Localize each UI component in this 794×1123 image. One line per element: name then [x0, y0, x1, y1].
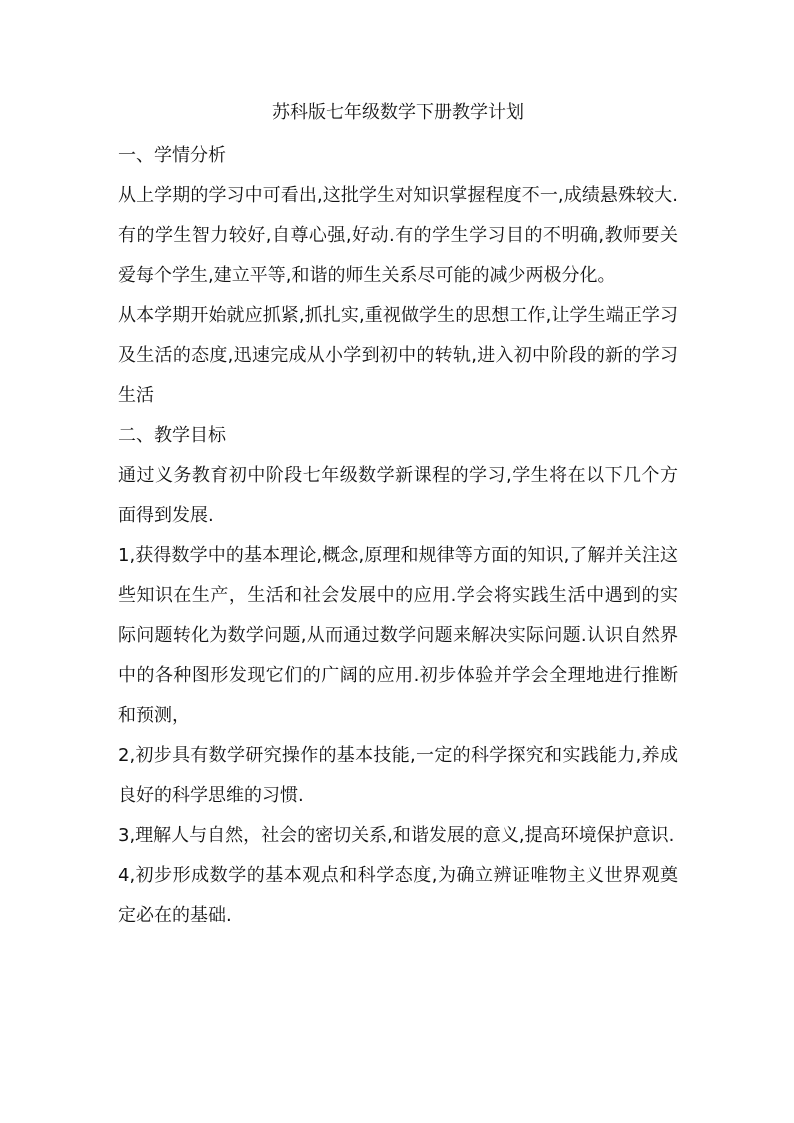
document-title: 苏科版七年级数学下册教学计划	[272, 102, 524, 123]
paragraph-situation-1: 从上学期的学习中可看出,这批学生对知识掌握程度不一,成绩悬殊较大.有的学生智力较好,自尊心强,好动.有的学生学习目的不明确,教师要关爱每个学生,建立平等,和谐的师生关系尽可能的减少两极分化。	[118, 185, 678, 286]
section-heading-goals: 二、教学目标	[118, 425, 226, 446]
goal-item-4: 4,初步形成数学的基本观点和科学态度,为确立辨证唯物主义世界观奠定必在的基础.	[118, 865, 678, 926]
paragraph-situation-2: 从本学期开始就应抓紧,抓扎实,重视做学生的思想工作,让学生端正学习及生活的态度,迅速完成从小学到初中的转轨,进入初中阶段的新的学习生活	[118, 305, 678, 406]
section-heading-situation: 一、学情分析	[118, 145, 226, 166]
goal-item-3: 3,理解人与自然，社会的密切关系,和谐发展的意义,提高环境保护意识.	[118, 825, 675, 846]
paragraph-goals-intro: 通过义务教育初中阶段七年级数学新课程的学习,学生将在以下几个方面得到发展.	[118, 465, 678, 526]
goal-item-1: 1,获得数学中的基本理论,概念,原理和规律等方面的知识,了解并关注这些知识在生产，生活和社会发展中的应用.学会将实践生活中遇到的实际问题转化为数学问题,从而通过数学问题来解决实际问题.认识自然界中的各种图形发现它们的广阔的应用.初步体验并学会全理地进行推断和预测，	[118, 545, 678, 726]
document-page	[118, 100, 678, 936]
goal-item-2: 2,初步具有数学研究操作的基本技能,一定的科学探究和实践能力,养成良好的科学思维的习惯.	[118, 745, 678, 806]
